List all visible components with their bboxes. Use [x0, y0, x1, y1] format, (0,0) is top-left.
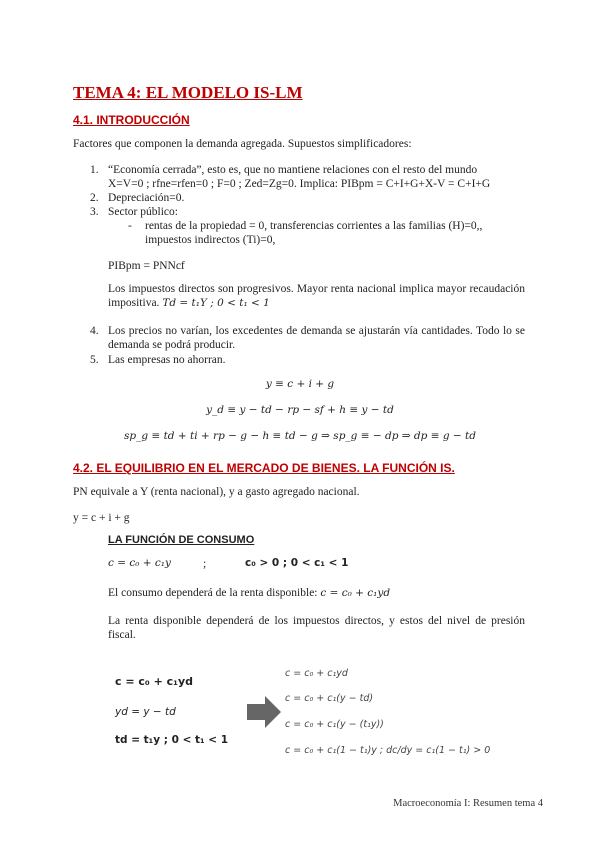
list-item-number: 1.: [90, 164, 99, 176]
equation-yd: y_d ≡ y − td − rp − sf + h ≡ y − td: [206, 404, 394, 416]
impuestos-text: Los impuestos directos son progresivos. Mayor renta nacional implica mayor recaudación impositiva.: [108, 283, 525, 309]
sub-item-line1: rentas de la propiedad = 0, transferencias corrientes a las familias (H)=0,,: [145, 220, 483, 232]
page-title: TEMA 4: EL MODELO IS-LM: [73, 83, 303, 102]
right-arrow-icon: [247, 696, 281, 728]
impuestos-paragraph: [108, 282, 525, 310]
img-right-eq-2: c = c₀ + c₁(y − td): [285, 693, 374, 704]
list-item-5: Las empresas no ahorran.: [108, 354, 226, 366]
renta-text: El consumo dependerá de la renta disponible:: [108, 587, 318, 599]
equation-identity-y: y ≡ c + i + g: [265, 378, 335, 390]
list-item-1-line2: X=V=0 ; rfne=rfen=0 ; F=0 ; Zed=Zg=0. Implica: PIBpm = C+I+G+X-V = C+I+G: [108, 178, 491, 190]
sub-item-dash: -: [128, 220, 132, 232]
list-item-4: Los precios no varían, los excedentes de demanda se ajustarán vía cantidades. Todo lo se demanda se podrá producir.: [108, 325, 525, 351]
img-right-eq-4: c = c₀ + c₁(1 − t₁)y ; dc/dy = c₁(1 − t₁) > 0: [285, 745, 491, 756]
list-item-1-line1: “Economía cerrada”, esto es, que no mantiene relaciones con el resto del mundo: [108, 164, 478, 176]
intro-text: Factores que componen la demanda agregada. Supuestos simplificadores:: [73, 138, 412, 150]
section-heading-equilibrio: 4.2. EL EQUILIBRIO EN EL MERCADO DE BIENES. LA FUNCIÓN IS.: [73, 461, 455, 475]
consumo-heading: LA FUNCIÓN DE CONSUMO: [108, 534, 255, 546]
renta-equation: c = c₀ + c₁yd: [320, 587, 391, 599]
equation-y-cig: y = c + i + g: [73, 512, 130, 524]
sub-item-line2: impuestos indirectos (Ti)=0,: [145, 234, 276, 246]
section-heading-introduccion: 4.1. INTRODUCCIÓN: [73, 113, 190, 127]
list-item-3: Sector público:: [108, 206, 178, 218]
renta-paragraph: [108, 586, 390, 600]
pn-text: PN equivale a Y (renta nacional), y a gasto agregado nacional.: [73, 486, 360, 498]
pibpm-text: PIBpm = PNNcf: [108, 260, 185, 272]
list-item-2: Depreciación=0.: [108, 192, 185, 204]
img-right-eq-1: c = c₀ + c₁yd: [285, 668, 348, 679]
img-left-eq-2: yd = y − td: [115, 706, 176, 718]
consumo-equation: c = c₀ + c₁y: [108, 557, 171, 569]
list-item-number: 4.: [90, 325, 99, 337]
impuestos-formula: Td = t₁Y ; 0 < t₁ < 1: [162, 297, 270, 309]
separator: ;: [203, 558, 207, 570]
list-item-number: 5.: [90, 354, 99, 366]
consumo-conditions: c₀ > 0 ; 0 < c₁ < 1: [245, 557, 349, 569]
equation-spg: sp_g ≡ td + ti + rp − g − h ≡ td − g ⇒ sp_g ≡ − dp ⇒ dp ≡ g − td: [124, 430, 476, 442]
img-right-eq-3: c = c₀ + c₁(y − (t₁y)): [285, 719, 384, 730]
img-left-eq-1: c = c₀ + c₁yd: [115, 675, 193, 688]
list-item-number: 3.: [90, 206, 99, 218]
list-item-number: 2.: [90, 192, 99, 204]
page-footer: Macroeconomía I: Resumen tema 4: [393, 798, 543, 809]
presion-paragraph: La renta disponible dependerá de los impuestos directos, y estos del nivel de presión fiscal.: [108, 615, 525, 641]
img-left-eq-3: td = t₁y ; 0 < t₁ < 1: [115, 734, 229, 746]
